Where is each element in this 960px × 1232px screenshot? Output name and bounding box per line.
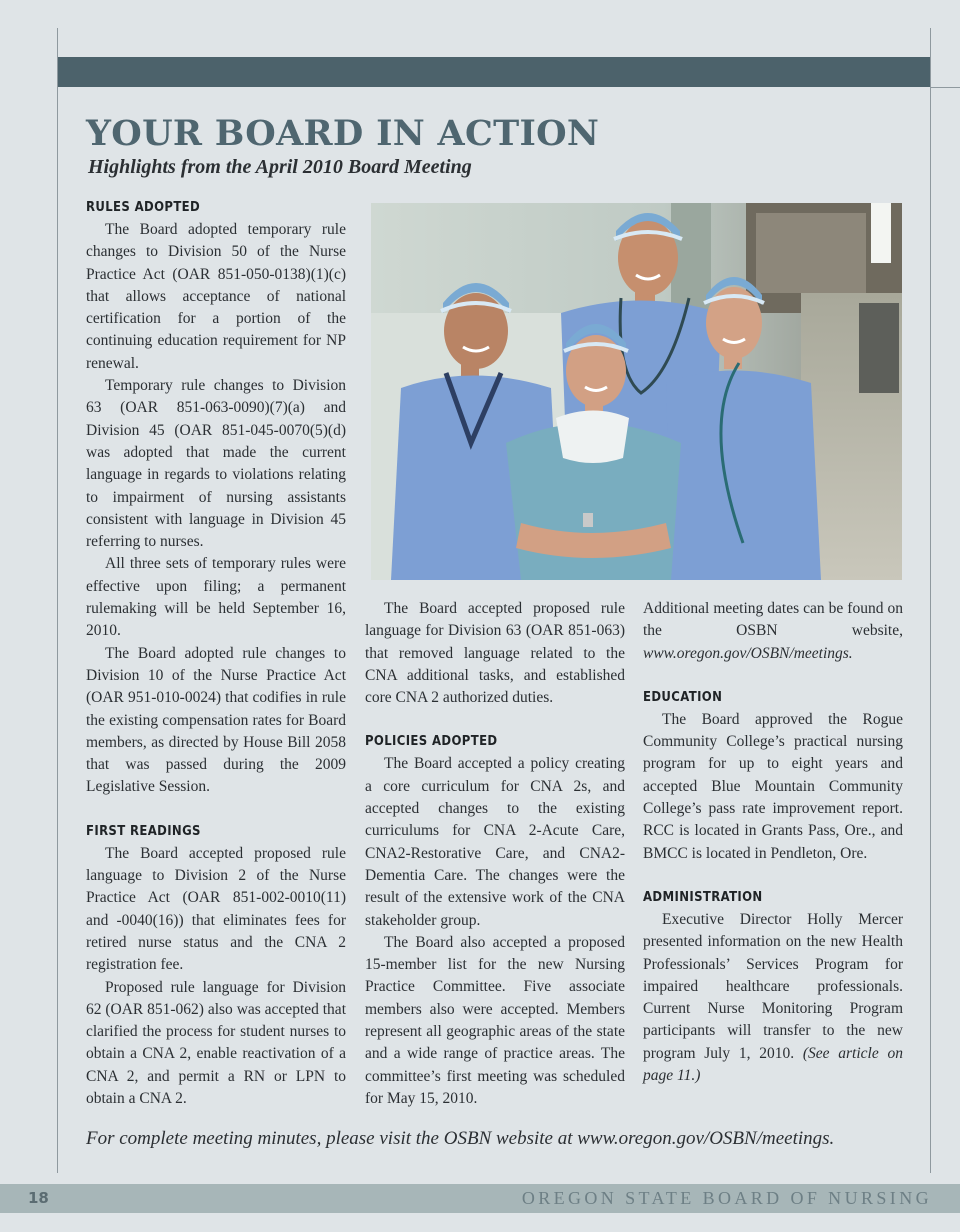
education-heading: EDUCATION <box>643 689 723 705</box>
nurses-photo <box>371 203 902 580</box>
meeting-minutes-note: For complete meeting minutes, please visit the OSBN website at www.oregon.gov/OSBN/meetings. <box>86 1128 835 1149</box>
first-readings-heading: FIRST READINGS <box>86 823 201 839</box>
first-readings-paragraph-2: Proposed rule language for Division 62 (OAR 851-062) also was accepted that clarified the process for student nurses to obtain a CNA 2, enable reactivation of a CNA 2, and permit a RN or LPN to obtain a CNA 2. <box>86 978 346 1107</box>
administration-text: Executive Director Holly Mercer presented information on the new Health Professionals’ Services Program for impaired healthcare professionals. Current Nurse Monitoring Program participants will transfer to the new program July 1, 2010. <box>643 910 903 1062</box>
page-frame-right-rule <box>930 28 931 1173</box>
see-article-note: (See article on page 11.) <box>643 1044 903 1085</box>
organization-name: OREGON STATE BOARD OF NURSING <box>521 1188 932 1208</box>
rules-adopted-paragraph-3: All three sets of temporary rules were effective upon filing; a permanent rulemaking will be held September 16, 2010. <box>86 555 346 640</box>
education-paragraph-1: The Board approved the Rogue Community College’s practical nursing program for up to eight years and accepted Blue Mountain Community College’s pass rate improvement report. RCC is located in Grants Pass, Ore., and BMCC is located in Pendleton, Ore. <box>643 710 903 862</box>
meetings-url-link[interactable]: www.oregon.gov/OSBN/meetings. <box>643 644 853 662</box>
header-color-band <box>58 57 930 87</box>
administration-paragraph-1 <box>643 909 903 1087</box>
page-frame-tick <box>930 87 960 88</box>
policies-adopted-paragraph-2: The Board also accepted a proposed 15-member list for the new Nursing Practice Committee. Five associate members also were accepted. Members represent all geographic areas of the state and a wide range of practice areas. The committee’s first meeting was scheduled for May 15, 2010. <box>365 933 625 1107</box>
page-title: YOUR BOARD IN ACTION <box>86 113 600 154</box>
page-subtitle: Highlights from the April 2010 Board Meeting <box>88 156 472 178</box>
first-readings-paragraph-3: The Board accepted proposed rule language for Division 63 (OAR 851-063) that removed language related to the CNA additional tasks, and established core CNA 2 authorized duties. <box>365 600 625 707</box>
column-middle <box>365 598 625 1110</box>
page-number: 18 <box>28 1189 49 1207</box>
rules-adopted-paragraph-4: The Board adopted rule changes to Division 10 of the Nurse Practice Act (OAR 951-010-0024) that codifies in rule the existing compensation rates for Board members, as directed by House Bill 2058 that was passed during the 2009 Legislative Session. <box>86 644 346 796</box>
policies-adopted-heading: POLICIES ADOPTED <box>365 734 498 750</box>
policies-adopted-paragraph-3 <box>643 598 903 665</box>
first-readings-paragraph-1: The Board accepted proposed rule language to Division 2 of the Nurse Practice Act (OAR 851-002-0010(11) and -0040(16)) that eliminates fees for retired nurse status and the CNA 2 registration fee. <box>86 844 346 974</box>
rules-adopted-paragraph-1: The Board adopted temporary rule changes to Division 50 of the Nurse Practice Act (OAR 851-050-0138)(1)(c) that allows acceptance of national certification for a portion of the continuing education requirement for NP renewal. <box>86 221 346 372</box>
column-left <box>86 197 346 1110</box>
policies-adopted-paragraph-1: The Board accepted a policy creating a core curriculum for CNA 2s, and accepted changes to the existing curriculums for CNA 2-Acute Care, CNA2-Restorative Care, and CNA2-Dementia Care. The changes were the result of the extensive work of the CNA stakeholder group. <box>365 755 625 929</box>
administration-heading: ADMINISTRATION <box>643 889 763 905</box>
column-right <box>643 598 903 1087</box>
nurses-photo-illustration <box>371 203 902 580</box>
meeting-dates-text: Additional meeting dates can be found on the OSBN website, <box>643 600 903 640</box>
rules-adopted-paragraph-2: Temporary rule changes to Division 63 (OAR 851-063-0090)(7)(a) and Division 45 (OAR 851-045-0070(5)(d) was adopted that made the current language in regards to violations relating to impairment of nursing assistants consistent with language in Division 45 referring to nurses. <box>86 377 346 551</box>
page-frame-left-rule <box>57 28 58 1173</box>
rules-adopted-heading: RULES ADOPTED <box>86 200 201 215</box>
